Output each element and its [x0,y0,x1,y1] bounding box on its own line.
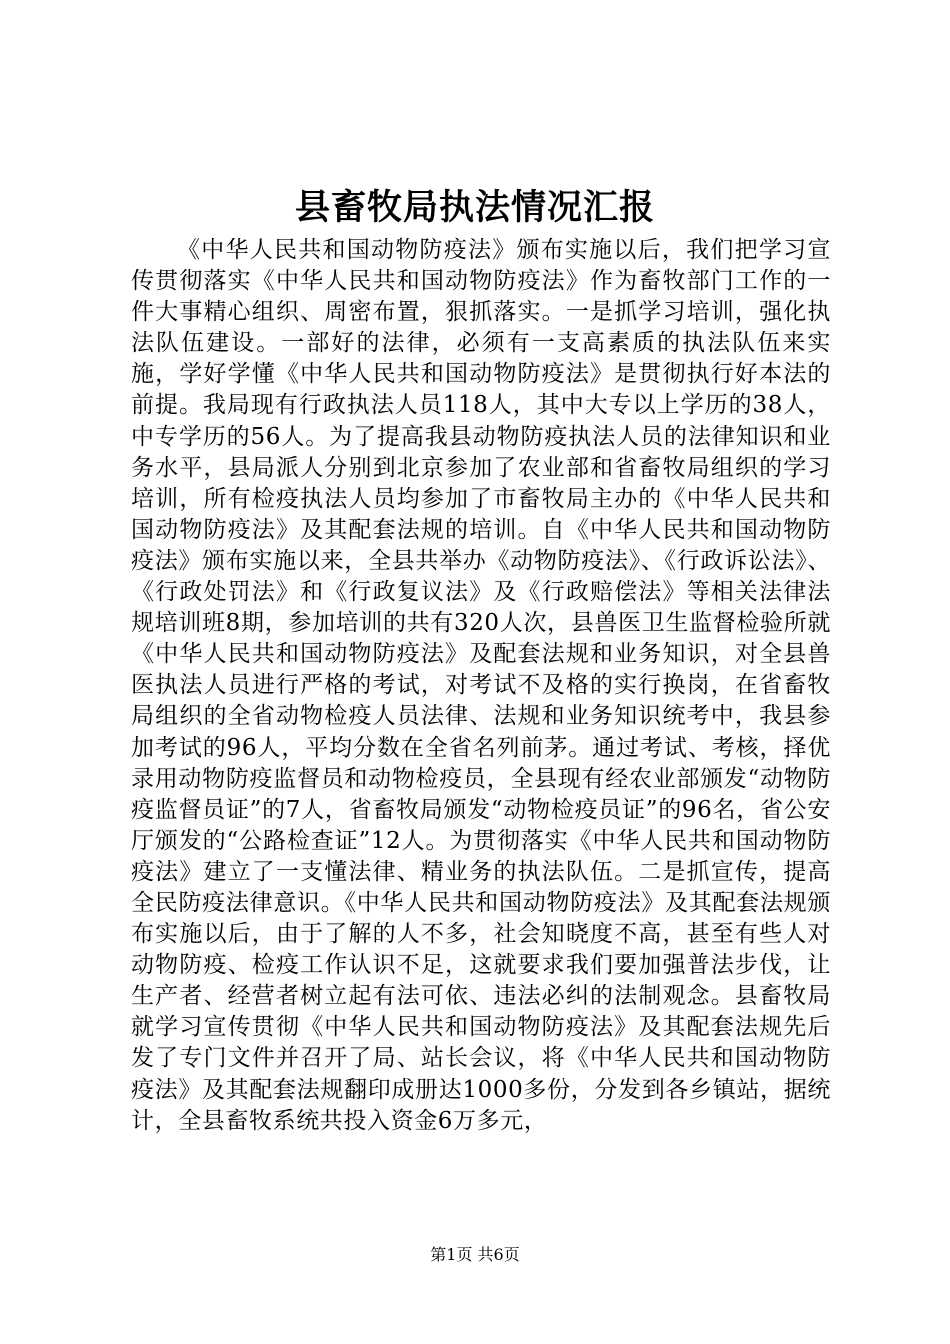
page-footer: 第1页 共6页 [430,1245,520,1264]
body-paragraph: 《中华人民共和国动物防疫法》颁布实施以后，我们把学习宣传贯彻落实《中华人民共和国动物防疫法》作为畜牧部门工作的一件大事精心组织、周密布置，狠抓落实。一是抓学习培训，强化执法队伍建设。一部好的法律，必须有一支高素质的执法队伍来实施，学好学懂《中华人民共和国动物防疫法》是贯彻执行好本法的前提。我局现有行政执法人员118人，其中大专以上学历的38人，中专学历的56人。为了提高我县动物防疫执法人员的法律知识和业务水平，县局派人分别到北京参加了农业部和省畜牧局组织的学习培训，所有检疫执法人员均参加了市畜牧局主办的《中华人民共和国动物防疫法》及其配套法规的培训。自《中华人民共和国动物防疫法》颁布实施以来，全县共举办《动物防疫法》、《行政诉讼法》、《行政处罚法》和《行政复议法》及《行政赔偿法》等相关法律法规培训班8期，参加培训的共有320人次，县兽医卫生监督检验所就《中华人民共和国动物防疫法》及配套法规和业务知识，对全县兽医执法人员进行严格的考试，对考试不及格的实行换岗，在省畜牧局组织的全省动物检疫人员法律、法规和业务知识统考中，我县参加考试的96人，平均分数在全省名列前茅。通过考试、考核，择优录用动物防疫监督员和动物检疫员，全县现有经农业部颁发“动物防疫监督员证”的7人，省畜牧局颁发“动物检疫员证”的96名，省公安厅颁发的“公路检查证”12人。为贯彻落实《中华人民共和国动物防疫法》建立了一支懂法律、精业务的执法队伍。二是抓宣传，提高全民防疫法律意识。《中华人民共和国动物防疫法》及其配套法规颁布实施以后，由于了解的人不多，社会知晓度不高，甚至有些人对动物防疫、检疫工作认识不足，这就要求我们要加强普法步伐，让生产者、经营者树立起有法可依、违法必纠的法制观念。县畜牧局就学习宣传贯彻《中华人民共和国动物防疫法》及其配套法规先后发了专门文件并召开了局、站长会议，将《中华人民共和国动物防疫法》及其配套法规翻印成册达1000多份，分发到各乡镇站，据统计，全县畜牧系统共投入资金6万多元， [131,237,831,1134]
document-title: 县畜牧局执法情况汇报 [294,187,655,228]
